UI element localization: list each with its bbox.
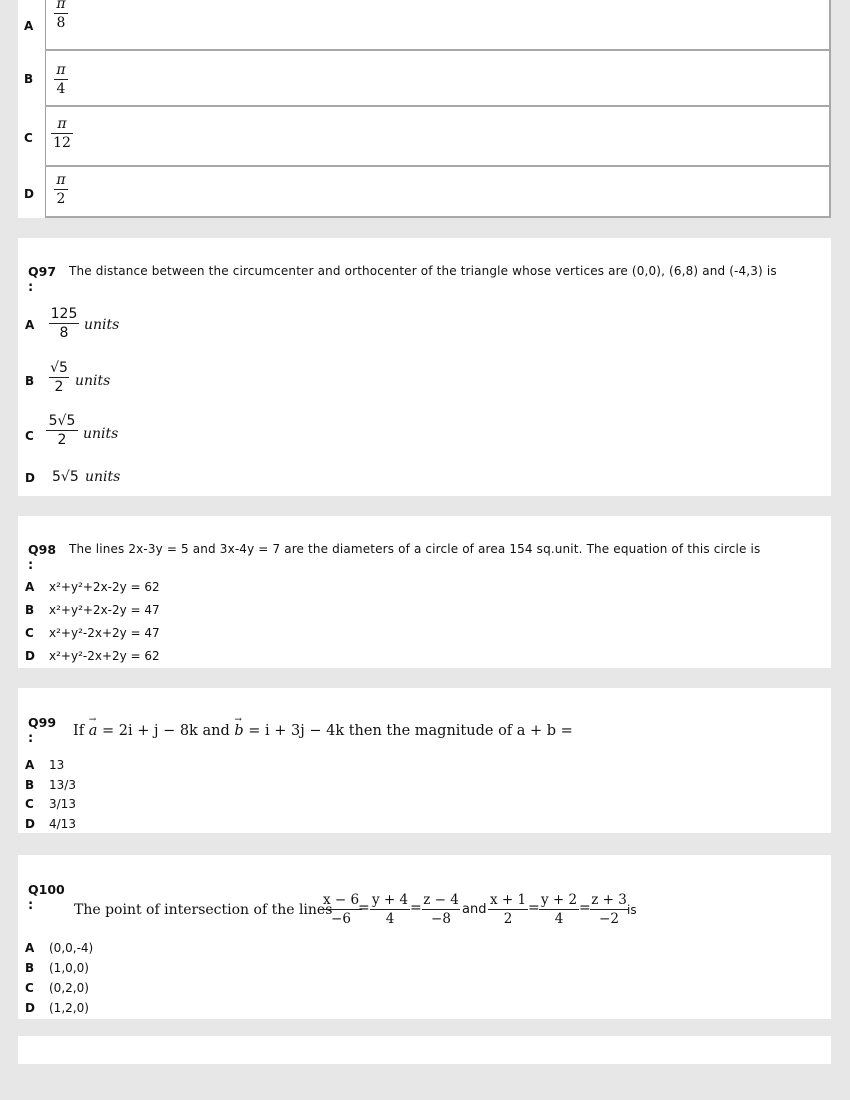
option-letter: B <box>25 374 35 388</box>
option-unit: units <box>85 469 121 485</box>
option-b-fraction[interactable]: π 4 <box>54 62 68 97</box>
question-number: Q100 <box>28 882 65 897</box>
line2-y-fraction: y + 2 4 <box>540 892 578 927</box>
table-row-divider <box>45 216 831 218</box>
question-card-q100 <box>18 855 831 1019</box>
question-colon: : <box>28 280 34 295</box>
line2-x-fraction: x + 1 2 <box>489 892 527 927</box>
option-letter: A <box>25 758 35 772</box>
option-letter: B <box>25 778 35 792</box>
option-letter: C <box>25 797 34 811</box>
option-a-fraction[interactable]: 125 8 <box>50 306 78 341</box>
option-c-text[interactable]: x²+y²-2x+2y = 47 <box>49 626 160 640</box>
option-unit: units <box>84 317 120 333</box>
table-right-border <box>829 0 831 218</box>
option-letter: A <box>25 941 35 955</box>
is-word: is <box>627 903 637 917</box>
option-letter: D <box>25 1001 35 1015</box>
question-number: Q98 <box>28 542 57 557</box>
line2-z-fraction: z + 3 −2 <box>591 892 627 927</box>
option-c-fraction[interactable]: 5√5 2 <box>46 413 78 448</box>
option-b-text[interactable]: 13/3 <box>49 778 76 792</box>
question-colon: : <box>28 898 34 913</box>
option-letter: B <box>25 961 35 975</box>
option-d-text[interactable]: x²+y²-2x+2y = 62 <box>49 649 160 663</box>
option-letter: B <box>25 603 35 617</box>
option-b-fraction[interactable]: √5 2 <box>50 360 68 395</box>
option-a-text[interactable]: 13 <box>49 758 65 772</box>
option-letter: C <box>24 131 33 145</box>
option-letter: D <box>24 187 34 201</box>
question-card-q97 <box>18 238 831 496</box>
option-unit: units <box>75 373 111 389</box>
option-letter: D <box>25 471 35 485</box>
question-text: The distance between the circumcenter and orthocenter of the triangle whose vertices are (0,0), (6,8) and (-4,3) is <box>69 264 777 278</box>
option-letter: C <box>25 429 34 443</box>
table-row-divider <box>45 49 831 51</box>
option-c-text[interactable]: (0,2,0) <box>49 981 89 995</box>
question-text: The point of intersection of the lines <box>74 902 333 918</box>
line1-y-fraction: y + 4 4 <box>371 892 409 927</box>
option-d-fraction[interactable]: π 2 <box>54 172 68 207</box>
previous-question-options-table <box>18 0 831 218</box>
option-a-text[interactable]: x²+y²+2x-2y = 62 <box>49 580 160 594</box>
question-text: The lines 2x-3y = 5 and 3x-4y = 7 are the diameters of a circle of area 154 sq.unit. The equation of this circle is <box>69 542 761 556</box>
option-d-text[interactable]: 4/13 <box>49 817 76 831</box>
table-row-divider <box>45 105 831 107</box>
option-letter: D <box>25 649 35 663</box>
line1-x-fraction: x − 6 −6 <box>320 892 362 927</box>
option-letter: A <box>25 318 35 332</box>
question-number: Q97 <box>28 264 57 279</box>
option-a-fraction[interactable]: π 8 <box>54 0 68 31</box>
equals-sign: = <box>358 900 370 916</box>
question-card-q98 <box>18 516 831 668</box>
option-letter: C <box>25 981 34 995</box>
equals-sign: = <box>579 900 591 916</box>
option-c-text[interactable]: 3/13 <box>49 797 76 811</box>
question-card-q99 <box>18 688 831 833</box>
option-a-text[interactable]: (0,0,-4) <box>49 941 94 955</box>
equals-sign: = <box>528 900 540 916</box>
option-d-value[interactable]: 5√5 <box>52 469 79 485</box>
question-number: Q99 <box>28 715 57 730</box>
equals-sign: = <box>410 900 422 916</box>
table-column-divider <box>45 0 46 218</box>
line1-z-fraction: z − 4 −8 <box>423 892 459 927</box>
option-letter: C <box>25 626 34 640</box>
and-word: and <box>462 902 487 917</box>
option-b-text[interactable]: (1,0,0) <box>49 961 89 975</box>
option-letter: A <box>25 580 35 594</box>
empty-card <box>18 1036 831 1064</box>
option-letter: D <box>25 817 35 831</box>
question-text: If → a = 2i + j − 8k and → b = i + 3j − 4k then the magnitude of a + b = <box>73 723 573 739</box>
option-d-text[interactable]: (1,2,0) <box>49 1001 89 1015</box>
table-row-divider <box>45 165 831 167</box>
option-unit: units <box>83 426 119 442</box>
option-c-fraction[interactable]: π 12 <box>51 116 73 151</box>
question-colon: : <box>28 558 34 573</box>
option-b-text[interactable]: x²+y²+2x-2y = 47 <box>49 603 160 617</box>
option-letter: A <box>24 19 34 33</box>
question-colon: : <box>28 731 34 746</box>
option-letter: B <box>24 72 34 86</box>
